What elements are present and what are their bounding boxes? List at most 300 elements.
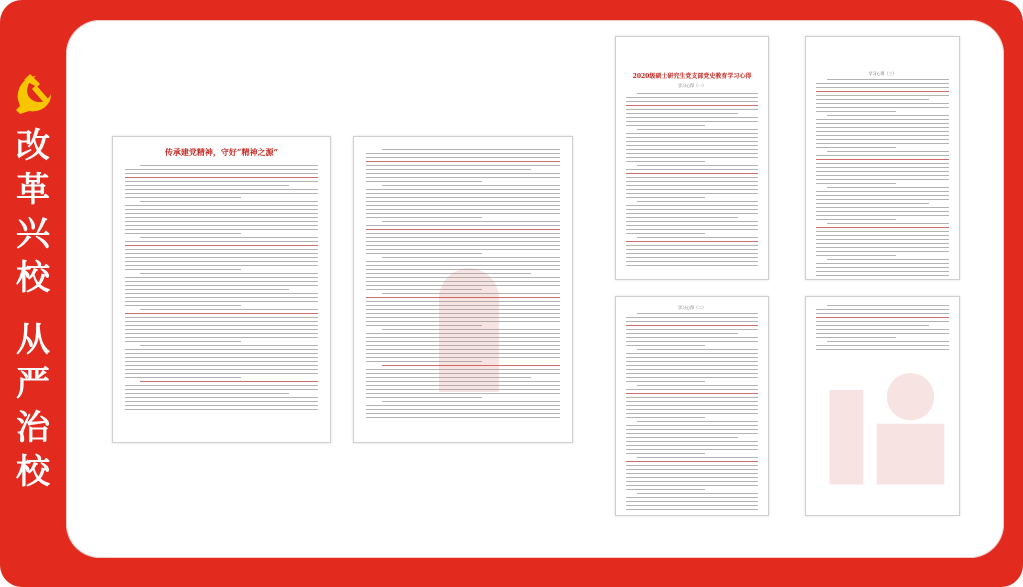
text-line — [366, 349, 560, 350]
text-line — [827, 79, 949, 80]
text-line — [816, 159, 949, 160]
text-line — [816, 243, 949, 244]
text-line — [366, 205, 560, 206]
text-line — [382, 293, 560, 294]
text-line — [125, 297, 318, 298]
text-line — [816, 349, 949, 350]
text-line — [382, 365, 560, 366]
text-line — [626, 149, 758, 150]
text-line — [816, 143, 949, 144]
text-line — [626, 241, 758, 242]
text-line — [626, 429, 758, 430]
text-line — [125, 317, 318, 318]
text-line — [125, 289, 289, 290]
text-line — [626, 185, 758, 186]
text-line — [366, 285, 560, 286]
text-line — [827, 187, 949, 188]
text-line — [626, 509, 758, 510]
text-line — [366, 165, 560, 166]
text-line — [816, 325, 929, 326]
body-text — [125, 165, 318, 413]
text-line — [366, 241, 560, 242]
text-line — [816, 207, 949, 208]
text-line — [125, 361, 318, 362]
text-line — [125, 225, 318, 226]
text-line — [626, 141, 758, 142]
text-line — [626, 125, 705, 126]
text-line — [626, 485, 758, 486]
text-line — [125, 377, 241, 378]
text-line — [125, 205, 318, 206]
text-line — [125, 261, 318, 262]
text-line — [626, 425, 758, 426]
text-line — [637, 201, 758, 202]
text-line — [366, 393, 560, 394]
text-line — [366, 265, 560, 266]
text-line — [626, 489, 705, 490]
text-line — [626, 229, 758, 230]
text-line — [366, 153, 560, 154]
text-line — [125, 269, 241, 270]
document-subtitle: 学习心得（二） — [678, 305, 706, 310]
text-line — [816, 147, 896, 148]
text-line — [626, 173, 758, 174]
text-line — [366, 321, 560, 322]
text-line — [626, 329, 758, 330]
text-line — [626, 137, 758, 138]
slogan-char: 校 — [16, 258, 50, 298]
text-line — [366, 201, 560, 202]
text-line — [626, 437, 738, 438]
body-text — [626, 313, 758, 513]
text-line — [626, 97, 758, 98]
text-line — [626, 393, 758, 394]
text-line — [366, 377, 531, 378]
text-line — [816, 235, 949, 236]
text-line — [626, 337, 758, 338]
text-line — [626, 473, 758, 474]
text-line — [816, 231, 949, 232]
text-line — [366, 297, 560, 298]
text-line — [816, 83, 949, 84]
text-line — [366, 273, 531, 274]
slogan-char: 治 — [16, 408, 50, 448]
text-line — [626, 397, 758, 398]
text-line — [816, 255, 896, 256]
text-line — [125, 405, 318, 406]
text-line — [816, 345, 949, 346]
text-line — [626, 265, 758, 266]
text-line — [816, 329, 949, 330]
text-line — [626, 245, 758, 246]
text-line — [366, 301, 560, 302]
text-line — [816, 91, 949, 92]
text-line — [125, 325, 318, 326]
text-line — [637, 385, 758, 386]
text-line — [816, 135, 949, 136]
text-line — [366, 269, 560, 270]
document-title: 传承建党精神，守好“精神之源” — [164, 147, 279, 157]
text-line — [626, 181, 758, 182]
text-line — [626, 121, 758, 122]
text-line — [366, 397, 482, 398]
text-line — [626, 257, 758, 258]
text-line — [125, 385, 318, 386]
text-line — [366, 277, 560, 278]
text-line — [125, 341, 241, 342]
text-line — [626, 345, 705, 346]
text-line — [366, 177, 560, 178]
text-line — [626, 113, 738, 114]
text-line — [626, 217, 738, 218]
text-line — [125, 397, 318, 398]
text-line — [366, 417, 560, 418]
text-line — [125, 249, 318, 250]
text-line — [125, 193, 318, 194]
text-line — [626, 105, 758, 106]
text-line — [816, 163, 949, 164]
text-line — [816, 199, 949, 200]
text-line — [366, 369, 560, 370]
text-line — [125, 277, 318, 278]
text-line — [125, 313, 318, 314]
text-line — [626, 153, 758, 154]
text-line — [125, 189, 318, 190]
text-line — [125, 357, 318, 358]
text-line — [816, 183, 896, 184]
text-line — [626, 357, 758, 358]
text-line — [125, 373, 318, 374]
text-line — [626, 197, 705, 198]
text-line — [382, 329, 560, 330]
text-line — [366, 413, 560, 414]
text-line — [626, 477, 758, 478]
text-line — [366, 181, 482, 182]
text-line — [626, 233, 705, 234]
text-line — [125, 221, 318, 222]
text-line — [816, 139, 949, 140]
text-line — [125, 285, 318, 286]
text-line — [816, 191, 949, 192]
text-line — [816, 179, 949, 180]
text-line — [816, 321, 949, 322]
text-line — [816, 123, 949, 124]
slogan-char: 校 — [16, 452, 50, 492]
text-line — [140, 273, 318, 274]
text-line — [366, 213, 560, 214]
text-line — [816, 215, 949, 216]
text-line — [816, 111, 896, 112]
text-line — [140, 165, 318, 166]
text-line — [140, 237, 318, 238]
text-line — [125, 409, 318, 410]
text-line — [125, 301, 318, 302]
text-line — [125, 353, 318, 354]
text-line — [366, 281, 560, 282]
text-line — [366, 197, 560, 198]
document-subtitle: 学习心得（三） — [868, 71, 897, 76]
text-line — [637, 237, 758, 238]
text-line — [816, 239, 949, 240]
text-line — [366, 249, 560, 250]
text-line — [626, 249, 758, 250]
text-line — [125, 173, 318, 174]
text-line — [366, 209, 560, 210]
text-line — [366, 161, 560, 162]
document-title: 2020级硕士研究生党支部党史教育学习心得 — [632, 73, 752, 80]
document-subtitle: 学习心得（一） — [678, 83, 706, 88]
text-line — [816, 211, 949, 212]
text-line — [366, 189, 560, 190]
text-line — [827, 305, 949, 306]
text-line — [626, 409, 758, 410]
text-line — [626, 205, 758, 206]
text-line — [626, 161, 705, 162]
body-text — [366, 149, 560, 421]
text-line — [816, 203, 929, 204]
text-line — [626, 377, 758, 378]
text-line — [626, 325, 758, 326]
text-line — [626, 401, 758, 402]
text-line — [366, 357, 560, 358]
text-line — [827, 223, 949, 224]
slogan-char: 兴 — [16, 214, 50, 254]
text-line — [125, 177, 318, 178]
text-line — [816, 227, 949, 228]
text-line — [125, 245, 318, 246]
text-line — [626, 417, 705, 418]
text-line — [626, 169, 758, 170]
text-line — [125, 209, 318, 210]
text-line — [626, 461, 758, 462]
text-line — [125, 333, 318, 334]
text-line — [125, 401, 318, 402]
text-line — [626, 405, 758, 406]
text-line — [366, 157, 560, 158]
document-page — [805, 36, 960, 280]
text-line — [816, 103, 949, 104]
text-line — [125, 281, 318, 282]
text-line — [816, 317, 949, 318]
document-page — [112, 136, 331, 443]
text-line — [382, 257, 560, 258]
text-line — [626, 101, 758, 102]
text-line — [366, 405, 560, 406]
text-line — [366, 245, 560, 246]
text-line — [366, 409, 560, 410]
text-line — [626, 353, 758, 354]
text-line — [125, 389, 318, 390]
slogan-char: 从 — [16, 320, 50, 360]
text-line — [816, 131, 949, 132]
text-line — [125, 197, 241, 198]
text-line — [366, 325, 482, 326]
text-line — [816, 219, 896, 220]
text-line — [366, 193, 560, 194]
slogan-char: 改 — [16, 126, 50, 166]
text-line — [125, 337, 318, 338]
text-line — [626, 209, 758, 210]
text-line — [827, 341, 949, 342]
text-line — [816, 337, 896, 338]
text-line — [125, 185, 289, 186]
text-line — [366, 313, 560, 314]
text-line — [125, 349, 318, 350]
text-line — [626, 497, 758, 498]
text-line — [125, 181, 318, 182]
text-line — [626, 177, 758, 178]
text-line — [816, 271, 949, 272]
text-line — [626, 361, 758, 362]
text-line — [626, 469, 758, 470]
text-line — [637, 129, 758, 130]
text-line — [140, 309, 318, 310]
text-line — [366, 169, 531, 170]
text-line — [816, 309, 949, 310]
text-line — [626, 505, 758, 506]
text-line — [382, 149, 560, 150]
hammer-and-sickle-icon — [10, 70, 56, 116]
text-line — [125, 169, 318, 170]
text-line — [125, 369, 318, 370]
text-line — [366, 353, 560, 354]
text-line — [816, 333, 949, 334]
text-line — [366, 261, 560, 262]
text-line — [125, 229, 318, 230]
text-line — [626, 193, 758, 194]
text-line — [366, 337, 560, 338]
text-line — [626, 453, 705, 454]
text-line — [366, 341, 560, 342]
text-line — [626, 369, 758, 370]
text-line — [366, 345, 560, 346]
body-text — [626, 93, 758, 269]
text-line — [366, 289, 482, 290]
text-line — [382, 221, 560, 222]
text-line — [366, 361, 482, 362]
text-line — [816, 263, 949, 264]
text-line — [637, 457, 758, 458]
text-line — [626, 389, 758, 390]
text-line — [816, 171, 949, 172]
text-line — [637, 421, 758, 422]
text-line — [637, 493, 758, 494]
text-line — [816, 247, 949, 248]
text-line — [125, 241, 318, 242]
text-line — [125, 257, 318, 258]
text-line — [366, 225, 560, 226]
text-line — [626, 317, 758, 318]
slogan-strict — [0, 318, 66, 494]
text-line — [816, 127, 949, 128]
document-page — [353, 136, 573, 443]
text-line — [626, 221, 758, 222]
text-line — [366, 317, 560, 318]
text-line — [125, 321, 318, 322]
text-line — [140, 345, 318, 346]
text-line — [626, 213, 758, 214]
document-page — [615, 36, 769, 280]
text-line — [816, 99, 929, 100]
text-line — [626, 413, 758, 414]
text-line — [366, 381, 560, 382]
text-line — [626, 341, 758, 342]
text-line — [366, 217, 482, 218]
text-line — [816, 95, 949, 96]
document-page — [615, 296, 769, 516]
text-line — [626, 333, 738, 334]
text-line — [382, 401, 560, 402]
text-line — [626, 441, 758, 442]
text-line — [637, 313, 758, 314]
text-line — [816, 167, 949, 168]
text-line — [366, 385, 560, 386]
text-line — [366, 233, 560, 234]
text-line — [816, 251, 949, 252]
text-line — [626, 109, 758, 110]
text-line — [816, 155, 949, 156]
text-line — [626, 501, 758, 502]
text-line — [140, 381, 318, 382]
text-line — [626, 321, 758, 322]
text-line — [816, 313, 949, 314]
text-line — [125, 265, 318, 266]
text-line — [816, 267, 949, 268]
text-line — [816, 195, 949, 196]
text-line — [637, 349, 758, 350]
text-line — [626, 253, 758, 254]
text-line — [626, 481, 758, 482]
text-line — [125, 217, 318, 218]
text-line — [366, 229, 560, 230]
text-line — [366, 253, 482, 254]
text-line — [626, 157, 758, 158]
left-banner — [0, 0, 66, 587]
text-line — [366, 333, 560, 334]
text-line — [366, 389, 560, 390]
text-line — [816, 107, 949, 108]
text-line — [125, 233, 241, 234]
text-line — [626, 261, 758, 262]
text-line — [816, 87, 949, 88]
text-line — [626, 145, 758, 146]
text-line — [816, 119, 949, 120]
text-line — [816, 175, 949, 176]
text-line — [626, 117, 758, 118]
text-line — [382, 185, 560, 186]
text-line — [626, 365, 758, 366]
text-line — [366, 373, 560, 374]
text-line — [637, 165, 758, 166]
text-line — [125, 213, 318, 214]
text-line — [626, 433, 758, 434]
text-line — [125, 253, 318, 254]
text-line — [366, 309, 560, 310]
text-line — [125, 329, 318, 330]
text-line — [140, 201, 318, 202]
slogan-char: 革 — [16, 170, 50, 210]
text-line — [366, 237, 560, 238]
text-line — [827, 151, 949, 152]
text-line — [125, 365, 318, 366]
text-line — [626, 133, 758, 134]
text-line — [626, 381, 705, 382]
document-page — [805, 296, 960, 516]
slogan-char: 严 — [16, 364, 50, 404]
text-line — [125, 293, 318, 294]
text-line — [125, 393, 289, 394]
text-line — [827, 115, 949, 116]
